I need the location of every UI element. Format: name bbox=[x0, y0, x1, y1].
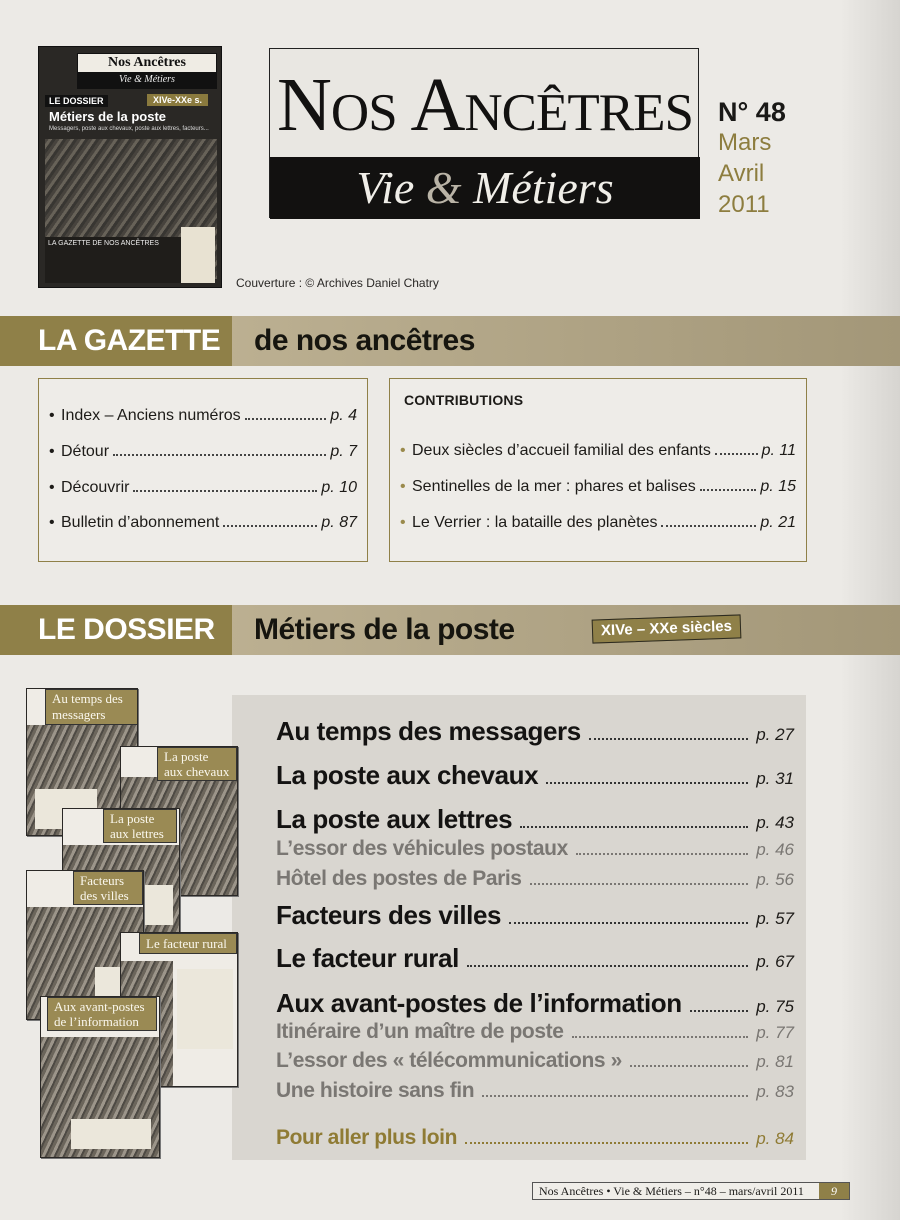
toc-further-reading[interactable]: Pour aller plus loin p. 84 bbox=[276, 1126, 794, 1149]
contributions-heading: CONTRIBUTIONS bbox=[404, 392, 524, 408]
toc-subentry[interactable]: Itinéraire d’un maître de poste p. 77 bbox=[276, 1020, 794, 1043]
toc-subentry[interactable]: Une histoire sans fin p. 83 bbox=[276, 1079, 794, 1102]
dossier-label: LE DOSSIER bbox=[0, 605, 232, 655]
cover-subtitle: Vie & Métiers bbox=[78, 72, 216, 88]
dossier-epoch-tag: XIVe – XXe siècles bbox=[592, 614, 742, 643]
contributions-box bbox=[389, 378, 807, 562]
issue-month-2: Avril bbox=[718, 160, 765, 187]
chapter-thumb[interactable]: La poste aux lettres bbox=[62, 808, 180, 934]
cover-title: Nos Ancêtres bbox=[108, 55, 186, 70]
dossier-title: Métiers de la poste bbox=[254, 613, 515, 646]
contribution-item[interactable]: • Sentinelles de la mer : phares et balises p. 15 bbox=[400, 478, 796, 495]
cover-credit: Couverture : © Archives Daniel Chatry bbox=[236, 276, 439, 290]
masthead-subtitle bbox=[270, 157, 700, 219]
cover-gazette-label: LA GAZETTE DE NOS ANCÊTRES bbox=[48, 240, 159, 247]
chapter-thumb[interactable]: La poste aux chevaux bbox=[120, 746, 238, 896]
contribution-item[interactable]: • Le Verrier : la bataille des planètes p. 21 bbox=[400, 514, 796, 531]
gazette-item[interactable]: • Bulletin d’abonnement p. 87 bbox=[49, 514, 357, 531]
page-number: 9 bbox=[819, 1183, 849, 1199]
issue-year: 2011 bbox=[718, 191, 770, 218]
issue-number: N° 48 bbox=[718, 97, 786, 127]
chapter-thumb[interactable]: Aux avant-postes de l’information bbox=[40, 996, 160, 1158]
dossier-banner bbox=[0, 605, 900, 655]
cover-gazette-box bbox=[45, 237, 195, 283]
cover-dossier-tag: LE DOSSIER bbox=[45, 95, 108, 107]
masthead-ampersand: & bbox=[425, 162, 462, 213]
cover-side-strip bbox=[181, 227, 215, 283]
page-footer bbox=[532, 1182, 850, 1200]
gazette-list-box bbox=[38, 378, 368, 562]
chapter-thumb[interactable]: Au temps des messagers bbox=[26, 688, 138, 836]
issue-info bbox=[718, 97, 786, 220]
toc-subentry[interactable]: L’essor des véhicules postaux p. 46 bbox=[276, 837, 794, 860]
toc-subentry[interactable]: L’essor des « télécommunications » p. 81 bbox=[276, 1049, 794, 1072]
gazette-label: LA GAZETTE bbox=[0, 316, 232, 366]
cover-masthead bbox=[77, 53, 217, 89]
masthead bbox=[269, 48, 699, 218]
toc-entry[interactable]: Le facteur rural p. 67 bbox=[276, 943, 794, 973]
chapter-thumb[interactable]: Le facteur rural bbox=[120, 932, 238, 1087]
toc-entry[interactable]: La poste aux lettres p. 43 bbox=[276, 804, 794, 834]
cover-epoch: XIVe-XXe s. bbox=[147, 94, 208, 106]
issue-month-1: Mars bbox=[718, 129, 772, 156]
masthead-sub-b: Métiers bbox=[461, 162, 614, 213]
gazette-item[interactable]: • Index – Anciens numéros p. 4 bbox=[49, 407, 357, 424]
masthead-title: Nos Ancêtres bbox=[277, 63, 693, 147]
toc-entry[interactable]: Aux avant-postes de l’information p. 75 bbox=[276, 988, 794, 1018]
chapter-thumb[interactable]: Facteurs des villes bbox=[26, 870, 144, 1020]
contribution-item[interactable]: • Deux siècles d’accueil familial des enfants p. 11 bbox=[400, 442, 796, 459]
gazette-item[interactable]: • Détour p. 7 bbox=[49, 443, 357, 460]
gazette-title: de nos ancêtres bbox=[254, 324, 475, 357]
gazette-item[interactable]: • Découvrir p. 10 bbox=[49, 479, 357, 496]
toc-entry[interactable]: Facteurs des villes p. 57 bbox=[276, 900, 794, 930]
masthead-sub-a: Vie bbox=[356, 162, 426, 213]
toc-entry[interactable]: Au temps des messagers p. 27 bbox=[276, 716, 794, 746]
gazette-banner bbox=[0, 316, 900, 366]
toc-entry[interactable]: La poste aux chevaux p. 31 bbox=[276, 760, 794, 790]
toc-subentry[interactable]: Hôtel des postes de Paris p. 56 bbox=[276, 867, 794, 890]
cover-dossier-sub: Messagers, poste aux chevaux, poste aux lettres, facteurs... bbox=[49, 126, 209, 132]
cover-thumbnail bbox=[38, 46, 222, 288]
cover-dossier-title: Métiers de la poste bbox=[49, 109, 167, 124]
footer-text: Nos Ancêtres • Vie & Métiers – n°48 – mars/avril 2011 bbox=[539, 1184, 804, 1198]
